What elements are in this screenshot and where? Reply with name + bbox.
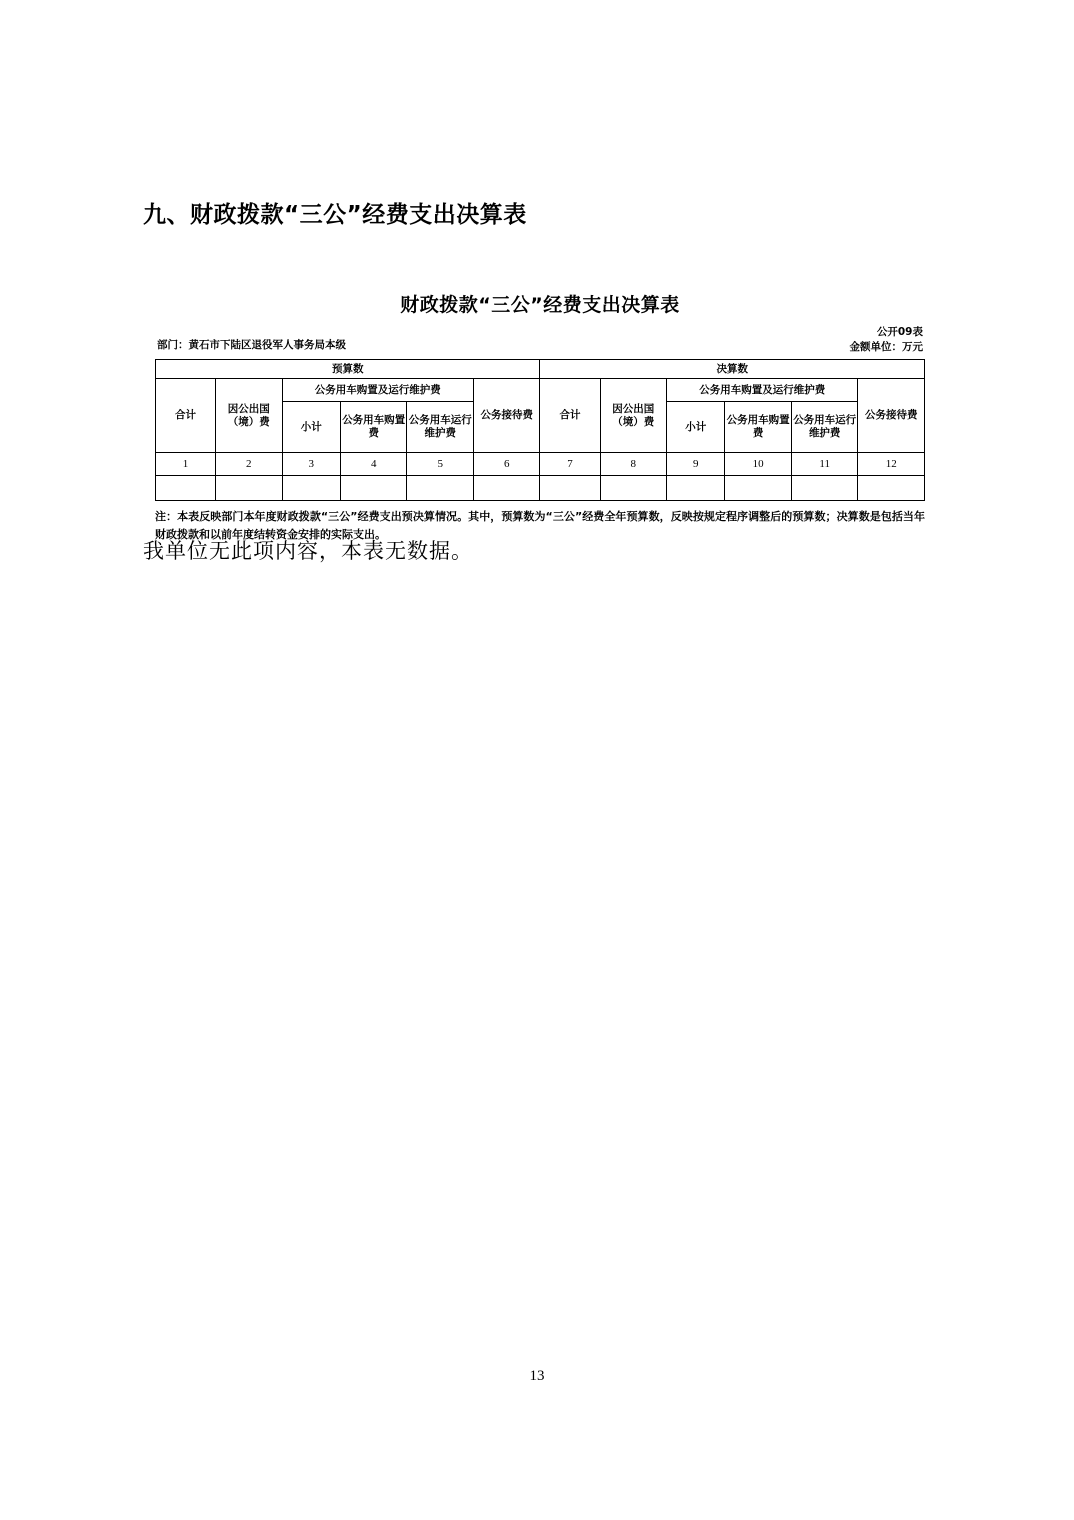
header-budget-reception: 公务接待费	[473, 379, 540, 453]
department-label: 部门：黄石市下陆区退役军人事务局本级	[157, 339, 346, 351]
table-cell	[216, 476, 283, 501]
form-code: 公开09表	[876, 326, 923, 338]
financial-table-block	[155, 290, 925, 544]
header-budget-vehicle-purchase: 公务用车购置费	[340, 402, 407, 453]
header-final-vehicle-purchase: 公务用车购置费	[725, 402, 792, 453]
table-cell	[282, 476, 340, 501]
header-group-final: 决算数	[540, 360, 925, 379]
table-cell	[667, 476, 725, 501]
header-group-budget: 预算数	[156, 360, 540, 379]
column-number: 2	[216, 453, 283, 476]
header-budget-vehicle-maintenance: 公务用车运行维护费	[407, 402, 474, 453]
column-number: 9	[667, 453, 725, 476]
table-cell	[340, 476, 407, 501]
table-cell	[156, 476, 216, 501]
header-budget-vehicle-subtotal: 小计	[282, 402, 340, 453]
amount-unit: 金额单位：万元	[849, 341, 923, 353]
column-number: 1	[156, 453, 216, 476]
table-header-group-row	[156, 360, 925, 379]
column-number: 4	[340, 453, 407, 476]
table-meta-right	[850, 325, 924, 355]
table-meta	[155, 327, 925, 359]
column-number: 11	[791, 453, 858, 476]
header-final-vehicle-subtotal: 小计	[667, 402, 725, 453]
body-paragraph: 我单位无此项内容，本表无数据。	[143, 539, 473, 563]
column-number: 7	[540, 453, 600, 476]
table-title: 财政拨款“三公”经费支出决算表	[400, 294, 680, 316]
table-cell	[858, 476, 925, 501]
column-number: 3	[282, 453, 340, 476]
header-final-abroad: 因公出国（境）费	[600, 379, 667, 453]
table-cell	[725, 476, 792, 501]
header-budget-total: 合计	[156, 379, 216, 453]
table-cell	[540, 476, 600, 501]
column-number: 6	[473, 453, 540, 476]
table-cell	[600, 476, 667, 501]
column-number: 12	[858, 453, 925, 476]
column-number: 10	[725, 453, 792, 476]
header-budget-vehicle-group: 公务用车购置及运行维护费	[282, 379, 473, 402]
header-final-vehicle-maintenance: 公务用车运行维护费	[791, 402, 858, 453]
page-number: 13	[529, 1368, 545, 1384]
header-final-reception: 公务接待费	[858, 379, 925, 453]
column-number: 5	[407, 453, 474, 476]
page-title: 九、财政拨款“三公”经费支出决算表	[143, 202, 527, 228]
column-number: 8	[600, 453, 667, 476]
table-header-sub-row	[156, 379, 925, 402]
header-final-vehicle-group: 公务用车购置及运行维护费	[667, 379, 858, 402]
table-cell	[473, 476, 540, 501]
header-final-total: 合计	[540, 379, 600, 453]
table-note: 注：本表反映部门本年度财政拨款“三公”经费支出预决算情况。其中，预算数为“三公”经费全年预算数，反映按规定程序调整后的预算数；决算数是包括当年财政拨款和以前年度结转资金安排的实际支出。	[155, 510, 925, 541]
table-row	[156, 476, 925, 501]
table-cell	[407, 476, 474, 501]
table-column-number-row	[156, 453, 925, 476]
table-cell	[791, 476, 858, 501]
three-public-expenses-table	[155, 359, 925, 501]
header-budget-abroad: 因公出国（境）费	[216, 379, 283, 453]
